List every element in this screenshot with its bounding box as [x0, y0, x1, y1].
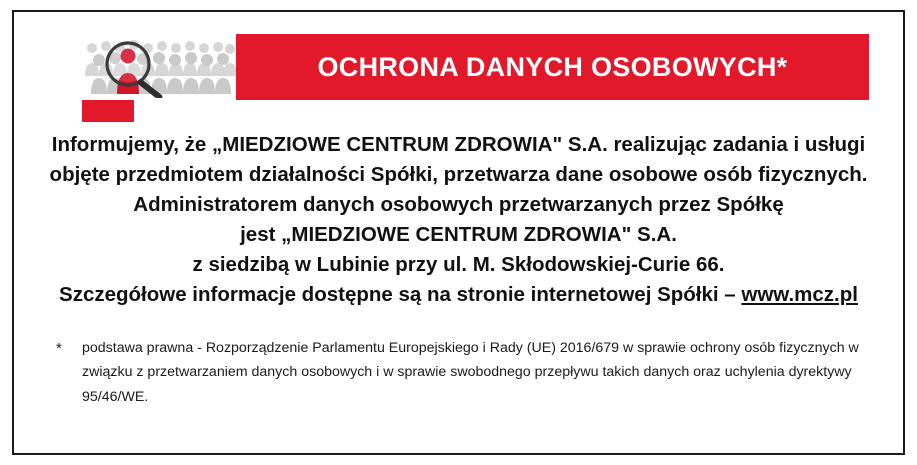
header-banner: [48, 34, 869, 100]
page-title: OCHRONA DANYCH OSOBOWYCH*: [317, 51, 788, 82]
body-line-3: Administratorem danych osobowych przetwarzanych przez Spółkę: [133, 192, 784, 216]
header-red-bar: [236, 34, 869, 100]
crowd-with-magnifier-icon: [48, 36, 236, 98]
poster-content: [14, 12, 903, 453]
header-artwork: [48, 34, 236, 100]
poster-frame: [12, 10, 905, 455]
footnote: [48, 336, 869, 411]
body-line-1: Informujemy, że „MIEDZIOWE CENTRUM ZDROWIA" S.A. realizując zadania i usługi: [51, 133, 866, 156]
body-line-6-text: Szczegółowe informacje dostępne są na stronie internetowej Spółki –: [59, 282, 742, 306]
body-line-6: [48, 280, 869, 310]
body-line-4: jest „MIEDZIOWE CENTRUM ZDROWIA" S.A.: [240, 222, 677, 246]
website-link[interactable]: www.mcz.pl: [741, 282, 858, 306]
body-line-2: objęte przedmiotem działalności Spółki, przetwarza dane osobowe osób fizycznych.: [49, 162, 868, 186]
body-line-5: z siedzibą w Lubinie przy ul. M. Skłodowskiej-Curie 66.: [192, 252, 725, 276]
footnote-marker: *: [56, 339, 62, 357]
body-paragraph: [48, 130, 869, 310]
footnote-text: podstawa prawna - Rozporządzenie Parlamentu Europejskiego i Rady (UE) 2016/679 w sprawie ochrony osób fizycznych w związku z przetwarzaniem danych osobowych i w sprawie swobodnego przepływu takich danych oraz uchylenia dyrektywy 95/46/WE.: [82, 339, 859, 406]
